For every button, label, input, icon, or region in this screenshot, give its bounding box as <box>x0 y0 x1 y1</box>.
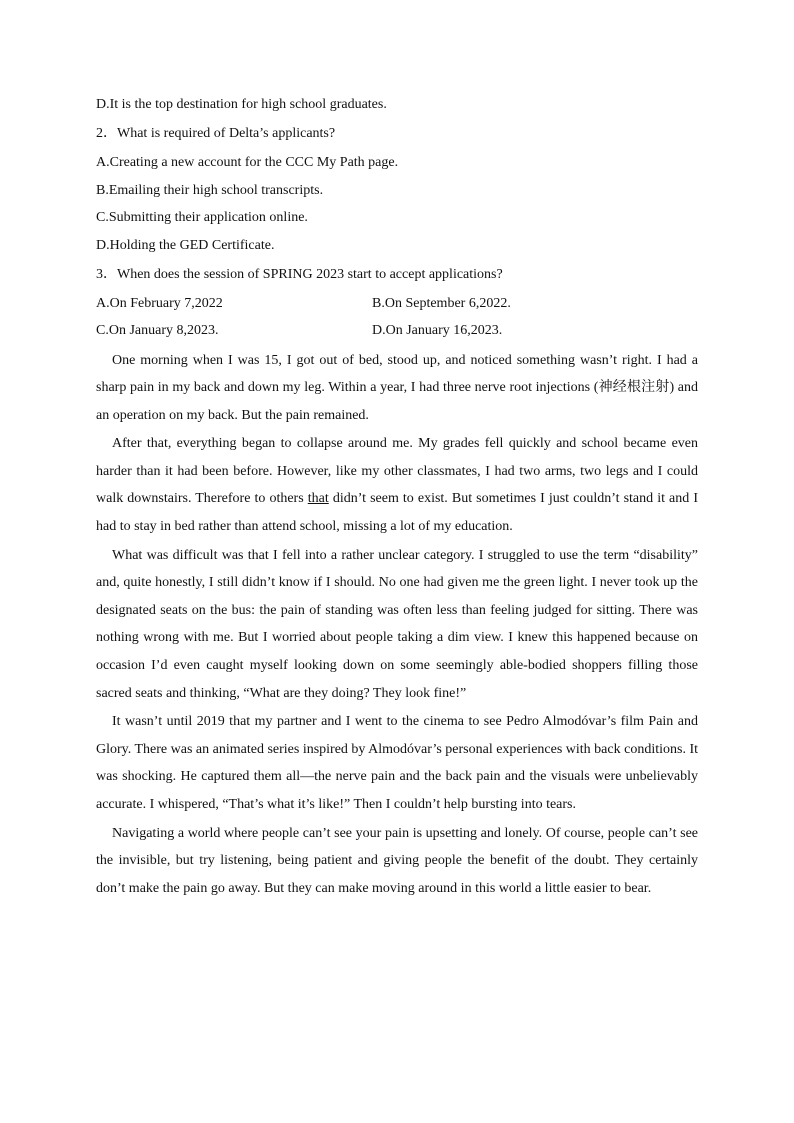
q3-option-c: C.On January 8,2023. <box>96 323 219 338</box>
q1-option-d: D.It is the top destination for high school graduates. <box>96 97 387 112</box>
document-page <box>96 94 698 903</box>
q3-option-d: D.On January 16,2023. <box>372 323 503 338</box>
passage-paragraph-2 <box>96 430 698 540</box>
q2-option-b: B.Emailing their high school transcripts. <box>96 182 324 198</box>
passage-paragraph-2-part-2: didn’t seem to exist. But sometimes I just couldn’t stand it and I had to stay in bed rather than attend school, missing a lot of my education. <box>96 491 699 535</box>
passage-paragraph-2-part-1: After that, everything began to collapse around me. My grades fell quickly and school became even harder than it had been before. However, like my other classmates, I had two arms, two legs and I could walk downstairs. Therefore to others <box>96 436 698 507</box>
underlined-word: that <box>307 491 329 507</box>
passage-paragraph-1: One morning when I was 15, I got out of bed, stood up, and noticed something wasn’t right. I had a sharp pain in my back and down my leg. Within a year, I had three nerve root injections (神经根注射) and an operation on my back. But the pain remained. <box>96 352 698 423</box>
q2-stem: 2．What is required of Delta’s applicants? <box>96 126 336 141</box>
q2-option-c: C.Submitting their application online. <box>96 210 308 225</box>
q3-option-a: A.On February 7,2022 <box>96 295 223 311</box>
q2-option-a: A.Creating a new account for the CCC My Path page. <box>96 155 399 170</box>
q3-options-row-1 <box>96 293 698 315</box>
passage-paragraph-4: It wasn’t until 2019 that my partner and I went to the cinema to see Pedro Almodóvar’s film Pain and Glory. There was an animated series inspired by Almodóvar’s personal experiences with back conditions. It was shocking. He captured them all—the nerve pain and the back pain and the visuals were unbelievably accurate. I whispered, “That’s what it’s like!” Then I couldn’t help bursting into tears. <box>96 714 698 812</box>
passage-paragraph-3: What was difficult was that I fell into a rather unclear category. I struggled to use the term “disability” and, quite honestly, I still didn’t know if I should. No one had given me the green light. I never took up the designated seats on the bus: the pain of standing was often less than feeling judged for sitting. There was nothing wrong with me. But I worried about people taking a dim view. I knew this happened because on occasion I’d even caught myself looking down on some seemingly able-bodied shoppers filling those sacred seats and thinking, “What are they doing? They look fine!” <box>96 547 698 701</box>
q3-option-b: B.On September 6,2022. <box>372 295 511 311</box>
q2-option-d: D.Holding the GED Certificate. <box>96 237 275 253</box>
passage-paragraph-5: Navigating a world where people can’t see your pain is upsetting and lonely. Of course, people can’t see the invisible, but try listening, being patient and giving people the benefit of the doubt. They certainly don’t make the pain go away. But they can make moving around in this world a little easier to bear. <box>96 825 698 896</box>
q3-stem: 3．When does the session of SPRING 2023 start to accept applications? <box>96 266 503 282</box>
q3-options-row-2 <box>96 320 698 342</box>
